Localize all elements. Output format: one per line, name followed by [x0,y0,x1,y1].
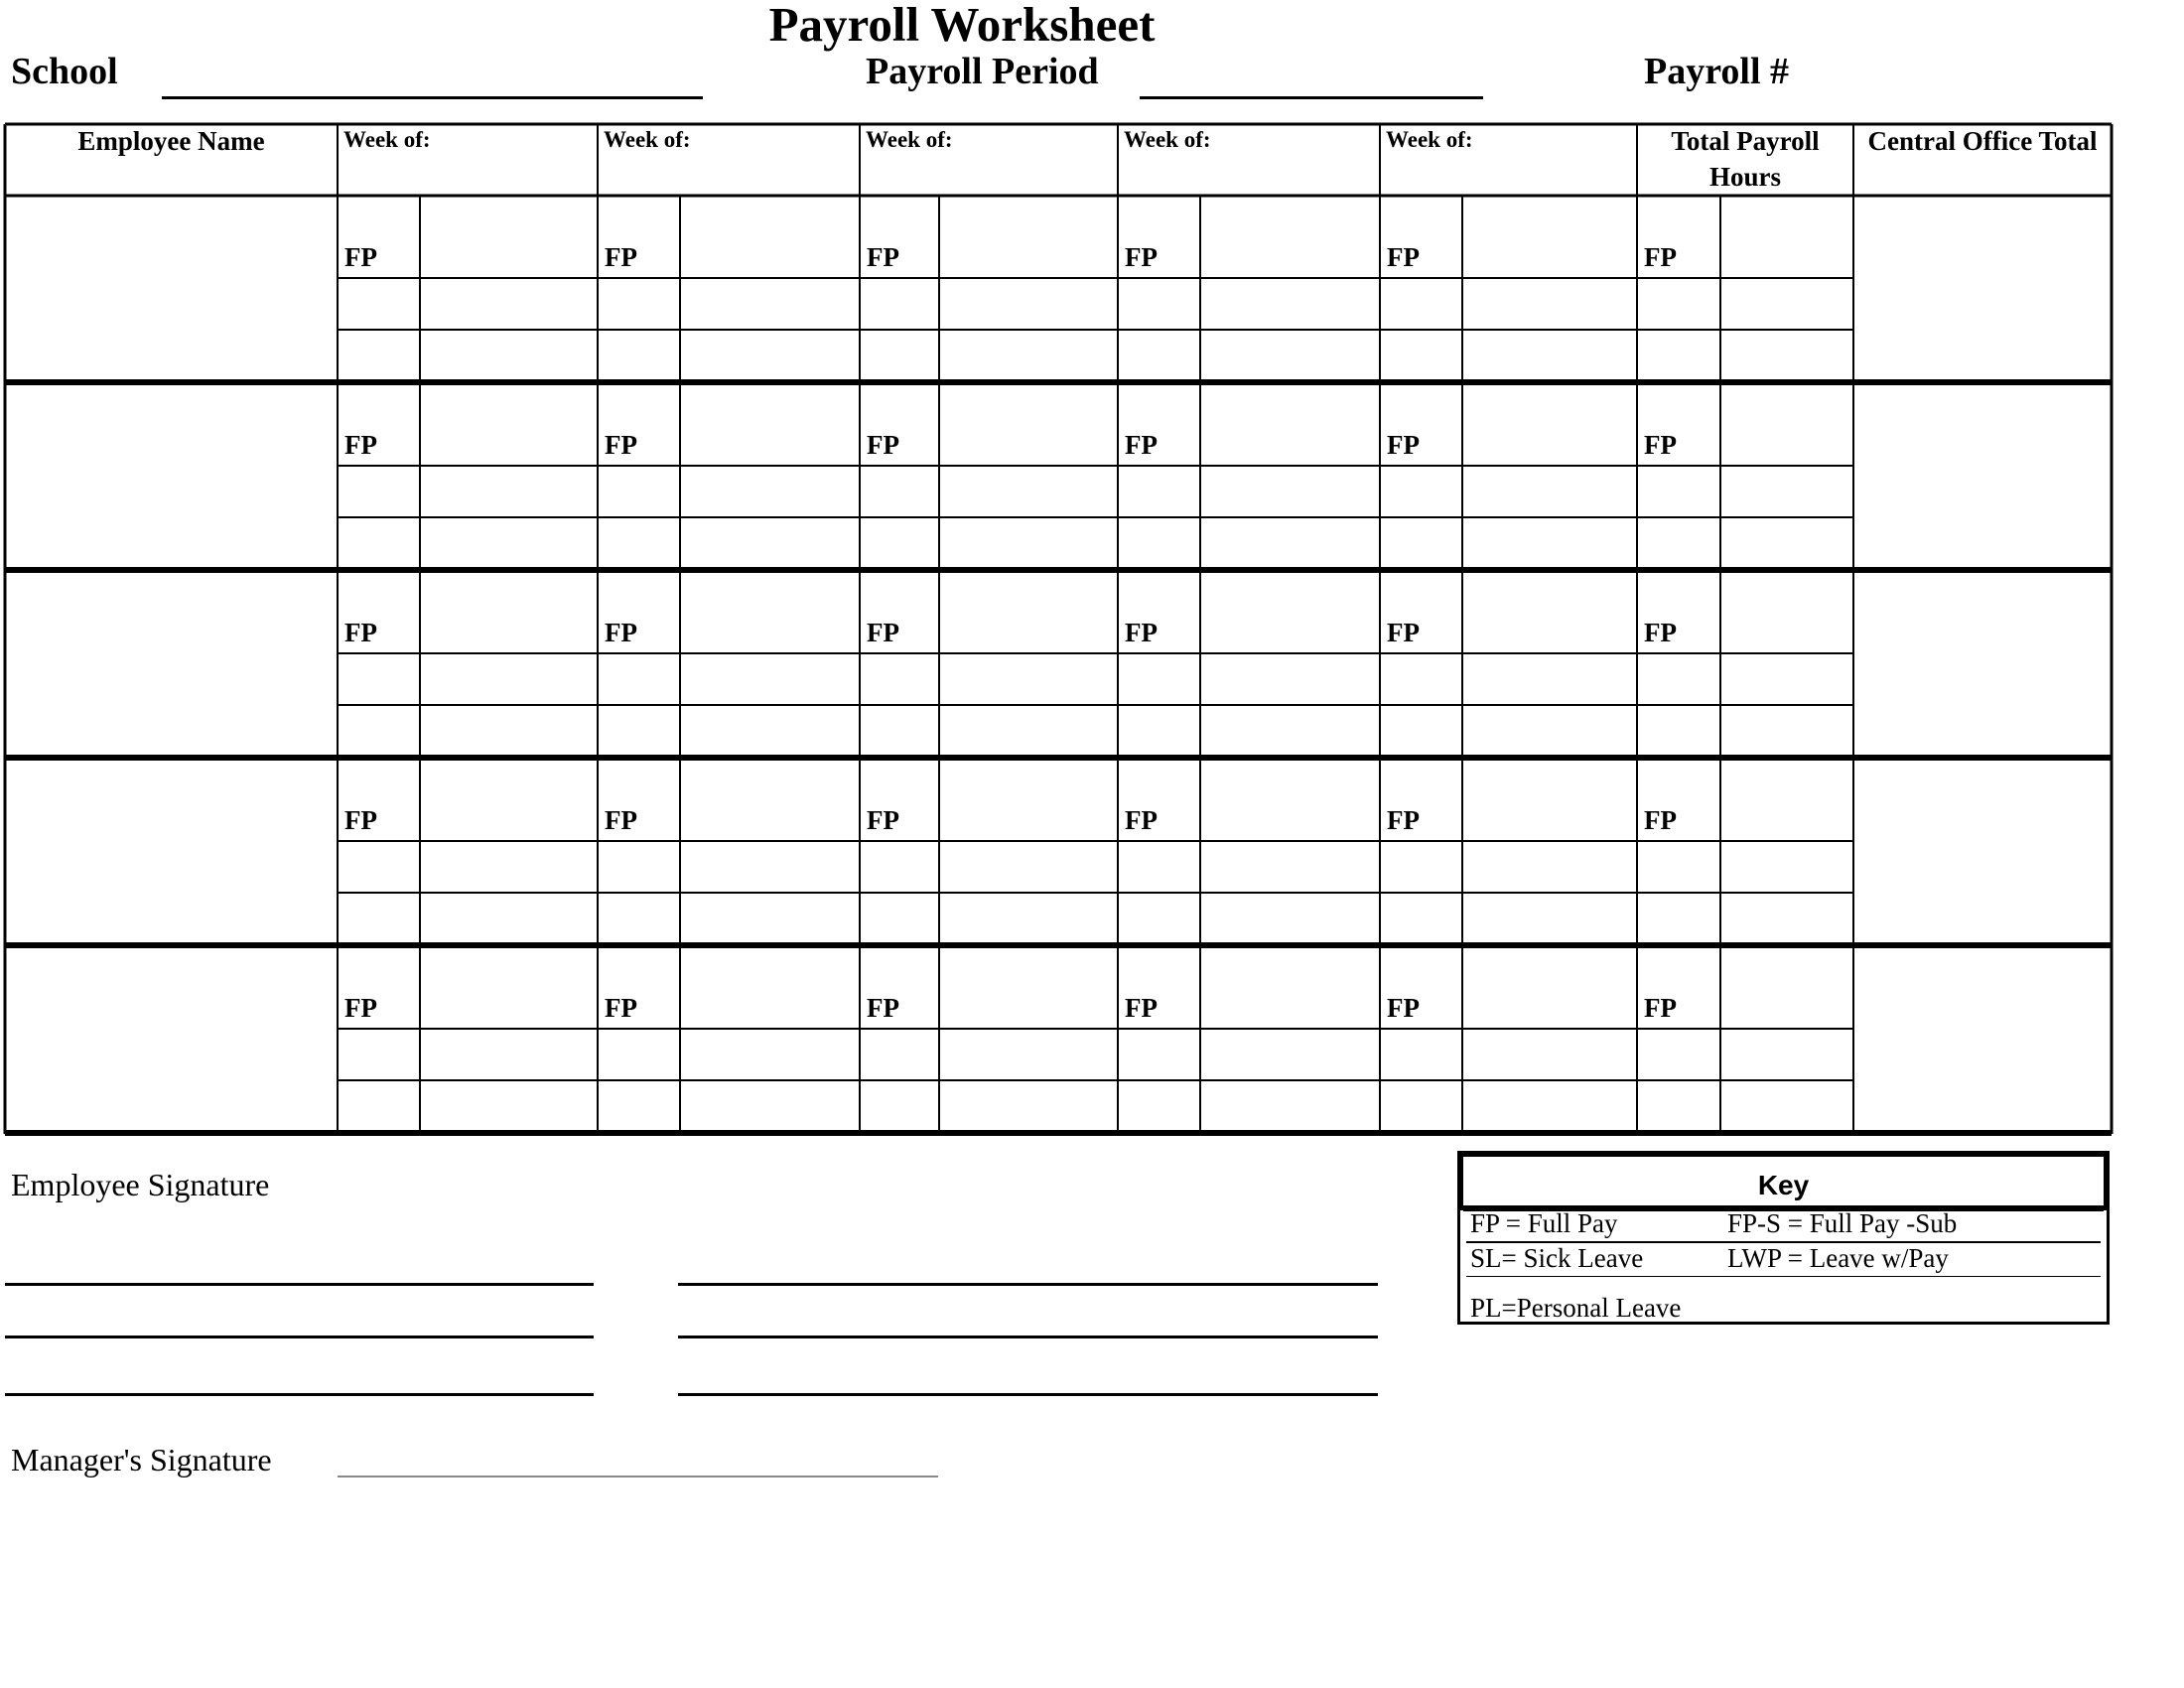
hours-cell[interactable] [1204,763,1380,839]
fp-label-total: FP [1644,805,1677,835]
hours-cell[interactable] [424,387,598,464]
hours-cell[interactable] [684,844,860,892]
hours-cell[interactable] [424,520,598,568]
employee-signature-field[interactable] [5,1249,598,1283]
hours-cell[interactable] [684,896,860,943]
week-of-header-3: Week of: [866,127,953,152]
school-label: School [11,51,118,92]
key-item-fp: FP = Full Pay [1470,1208,1618,1238]
hours-cell[interactable] [684,200,860,276]
employee-signature-field[interactable] [678,1359,1382,1393]
hours-cell[interactable] [1204,896,1380,943]
central-office-total-cell[interactable] [1858,391,2111,563]
hours-cell[interactable] [943,387,1118,464]
fp-label-total: FP [1644,618,1677,647]
hours-cell[interactable] [1204,708,1380,756]
hours-cell[interactable] [424,950,598,1027]
fp-label-week-1: FP [344,618,377,647]
manager-signature-label: Manager's Signature [11,1442,272,1477]
central-office-total-cell[interactable] [1858,954,2111,1126]
employee-name-header: Employee Name [77,126,265,156]
hours-cell[interactable] [684,1083,860,1131]
hours-cell[interactable] [684,1032,860,1079]
signature-line [678,1283,1378,1286]
hours-cell[interactable] [424,896,598,943]
fp-label-week-5: FP [1387,993,1420,1023]
fp-label-week-4: FP [1125,242,1158,272]
hours-cell[interactable] [684,708,860,756]
key-item-sl: SL= Sick Leave [1470,1243,1644,1273]
total-hours-cell[interactable] [1724,844,1853,892]
hours-cell[interactable] [684,575,860,651]
manager-signature-field[interactable] [338,1442,942,1476]
key-divider-2 [1466,1276,2101,1277]
total-hours-cell[interactable] [1724,387,1853,464]
key-item-fps: FP-S = Full Pay -Sub [1727,1208,1958,1238]
fp-label-week-5: FP [1387,430,1420,460]
employee-name-cell[interactable] [12,204,334,375]
hours-cell[interactable] [1204,950,1380,1027]
fp-label-week-1: FP [344,805,377,835]
central-office-total-cell[interactable] [1858,767,2111,938]
employee-name-cell[interactable] [12,579,334,751]
hours-cell[interactable] [424,200,598,276]
total-hours-cell[interactable] [1724,656,1853,704]
signature-line [678,1393,1378,1396]
fp-label-week-3: FP [867,242,899,272]
week-of-header-1: Week of: [343,127,431,152]
hours-cell[interactable] [684,763,860,839]
key-title: Key [1757,1170,1810,1200]
hours-cell[interactable] [943,896,1118,943]
fp-label-week-5: FP [1387,805,1420,835]
central-office-total-cell[interactable] [1858,204,2111,375]
hours-cell[interactable] [1466,469,1637,516]
manager-signature-line [338,1476,938,1477]
employee-name-cell[interactable] [12,767,334,938]
hours-cell[interactable] [424,844,598,892]
hours-cell[interactable] [943,656,1118,704]
hours-cell[interactable] [424,469,598,516]
fp-label-week-5: FP [1387,242,1420,272]
hours-cell[interactable] [1204,1083,1380,1131]
employee-signature-field[interactable] [678,1249,1382,1283]
hours-cell[interactable] [424,333,598,380]
fp-label-week-3: FP [867,993,899,1023]
hours-cell[interactable] [1466,333,1637,380]
hours-cell[interactable] [1204,656,1380,704]
fp-label-week-2: FP [605,993,637,1023]
fp-label-week-2: FP [605,618,637,647]
hours-cell[interactable] [1204,844,1380,892]
signature-line [5,1283,594,1286]
key-item-pl: PL=Personal Leave [1470,1293,1682,1323]
employee-signature-field[interactable] [5,1359,598,1393]
hours-cell[interactable] [684,520,860,568]
hours-cell[interactable] [1204,520,1380,568]
fp-label-total: FP [1644,993,1677,1023]
week-of-header-4: Week of: [1124,127,1211,152]
hours-cell[interactable] [1204,575,1380,651]
hours-cell[interactable] [424,656,598,704]
hours-cell[interactable] [684,469,860,516]
employee-signature-label: Employee Signature [11,1167,270,1202]
signature-line [5,1336,594,1338]
hours-cell[interactable] [1466,896,1637,943]
hours-cell[interactable] [943,763,1118,839]
fp-label-total: FP [1644,242,1677,272]
hours-cell[interactable] [1466,708,1637,756]
hours-cell[interactable] [943,469,1118,516]
total-hours-cell[interactable] [1724,950,1853,1027]
fp-label-week-3: FP [867,618,899,647]
employee-signature-field[interactable] [5,1302,598,1336]
total-hours-cell[interactable] [1724,1032,1853,1079]
hours-cell[interactable] [943,844,1118,892]
payroll-period-label: Payroll Period [866,51,1099,92]
total-hours-cell[interactable] [1724,575,1853,651]
hours-cell[interactable] [684,333,860,380]
hours-cell[interactable] [1466,200,1637,276]
hours-cell[interactable] [943,520,1118,568]
hours-cell[interactable] [943,1032,1118,1079]
total-hours-cell[interactable] [1724,200,1853,276]
fp-label-week-4: FP [1125,430,1158,460]
fp-label-week-2: FP [605,242,637,272]
total-payroll-hours-header: Total Payroll Hours [1671,126,1820,192]
hours-cell[interactable] [684,281,860,329]
hours-cell[interactable] [684,656,860,704]
fp-label-week-1: FP [344,242,377,272]
hours-cell[interactable] [1204,387,1380,464]
fp-label-week-4: FP [1125,805,1158,835]
central-office-total-header: Central Office Total [1867,126,2098,156]
fp-label-week-5: FP [1387,618,1420,647]
hours-cell[interactable] [424,1083,598,1131]
fp-label-week-3: FP [867,805,899,835]
fp-label-week-2: FP [605,805,637,835]
key-item-lwp: LWP = Leave w/Pay [1727,1243,1949,1273]
hours-cell[interactable] [943,950,1118,1027]
hours-cell[interactable] [1466,950,1637,1027]
hours-cell[interactable] [424,1032,598,1079]
hours-cell[interactable] [943,281,1118,329]
page-title: Payroll Worksheet [768,0,1156,52]
fp-label-week-4: FP [1125,618,1158,647]
hours-cell[interactable] [943,333,1118,380]
signature-line [678,1336,1378,1338]
hours-cell[interactable] [1466,520,1637,568]
total-hours-cell[interactable] [1724,1083,1853,1131]
hours-cell[interactable] [1466,281,1637,329]
total-hours-cell[interactable] [1724,333,1853,380]
week-of-header-5: Week of: [1386,127,1473,152]
hours-cell[interactable] [684,387,860,464]
fp-label-week-4: FP [1125,993,1158,1023]
hours-cell[interactable] [1204,333,1380,380]
hours-cell[interactable] [943,708,1118,756]
hours-cell[interactable] [1466,1032,1637,1079]
total-hours-cell[interactable] [1724,469,1853,516]
key-top-border [1457,1151,2110,1157]
total-hours-cell[interactable] [1724,896,1853,943]
total-hours-cell[interactable] [1724,708,1853,756]
fp-label-week-1: FP [344,430,377,460]
hours-cell[interactable] [684,950,860,1027]
hours-cell[interactable] [943,1083,1118,1131]
employee-signature-field[interactable] [678,1302,1382,1336]
hours-cell[interactable] [1204,1032,1380,1079]
employee-name-cell[interactable] [12,954,334,1126]
central-office-total-cell[interactable] [1858,579,2111,751]
hours-cell[interactable] [1204,281,1380,329]
hours-cell[interactable] [1466,844,1637,892]
hours-cell[interactable] [424,575,598,651]
hours-cell[interactable] [424,763,598,839]
hours-cell[interactable] [1466,1083,1637,1131]
payroll-number-label: Payroll # [1644,51,1790,92]
total-hours-cell[interactable] [1724,763,1853,839]
employee-name-cell[interactable] [12,391,334,563]
hours-cell[interactable] [1466,656,1637,704]
hours-cell[interactable] [943,575,1118,651]
hours-cell[interactable] [424,708,598,756]
hours-cell[interactable] [943,200,1118,276]
hours-cell[interactable] [1204,469,1380,516]
fp-label-total: FP [1644,430,1677,460]
week-of-header-2: Week of: [604,127,691,152]
hours-cell[interactable] [1204,200,1380,276]
hours-cell[interactable] [1466,575,1637,651]
hours-cell[interactable] [1466,387,1637,464]
total-hours-cell[interactable] [1724,281,1853,329]
hours-cell[interactable] [1466,763,1637,839]
fp-label-week-3: FP [867,430,899,460]
signature-line [5,1393,594,1396]
fp-label-week-2: FP [605,430,637,460]
total-hours-cell[interactable] [1724,520,1853,568]
fp-label-week-1: FP [344,993,377,1023]
hours-cell[interactable] [424,281,598,329]
